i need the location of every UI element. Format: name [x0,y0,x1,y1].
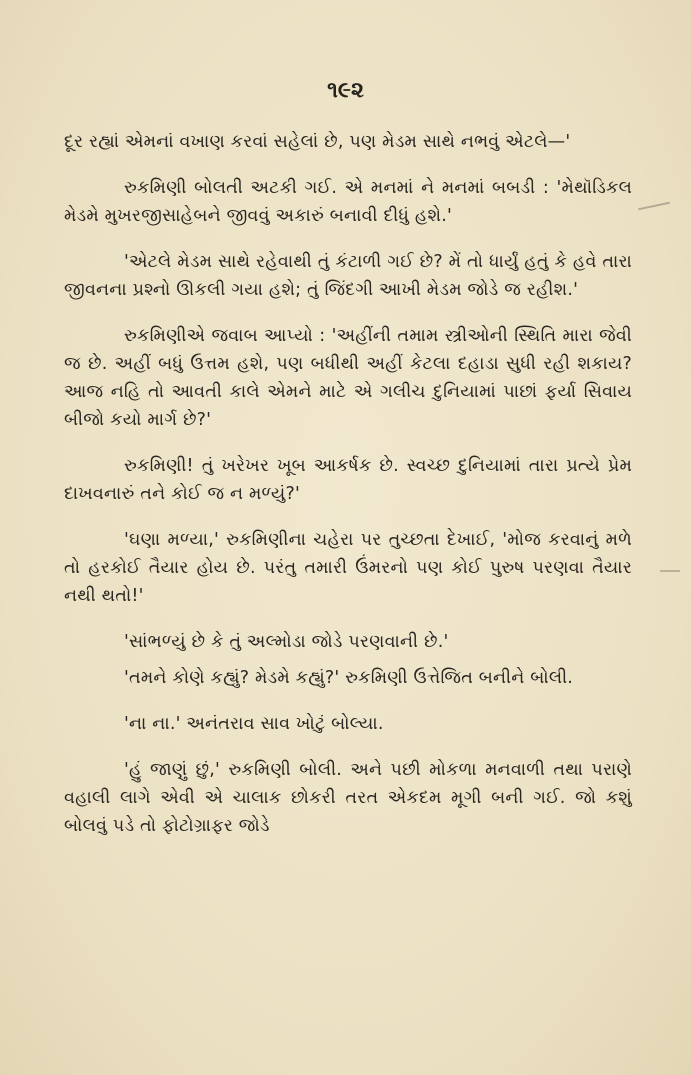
page-mark [638,202,670,211]
paragraph: રુકમિણી! તું ખરેખર ખૂબ આકર્ષક છે. સ્વચ્છ દુનિયામાં તારા પ્રત્યે પ્રેમ દાખવનારું તને કોઈ જ ન મળ્યું?' [64,456,632,504]
page-number: ૧૯૨ [327,78,364,103]
paragraph: દૂર રહ્યાં એમનાં વખાણ કરવાં સહેલાં છે, પણ મેડમ સાથે નભવું એટલે—' [64,132,571,152]
paragraph: 'એટલે મેડમ સાથે રહેવાથી તું કંટાળી ગઈ છે? મેં તો ધાર્યું હતું કે હવે તારા જીવનના પ્રશ્નો ઊકલી ગયા હશે; તું જિંદગી આખી મેડમ જોડે જ રહીશ.' [64,252,632,300]
paragraph: 'ઘણા મળ્યા,' રુકમિણીના ચહેરા પર તુચ્છતા દેખાઈ, 'મોજ કરવાનું મળે તો હરકોઈ તૈયાર હોય છે. પરંતુ તમારી ઉંમરનો પણ કોઈ પુરુષ પરણવા તૈયાર નથી થતો!' [64,530,632,606]
paragraph: રુકમિણીએ જવાબ આપ્યો : 'અહીંની તમામ સ્ત્રીઓની સ્થિતિ મારા જેવી જ છે. અહીં બધું ઉત્તમ હશે, પણ બધીથી અહીં કેટલા દહાડા સુધી રહી શકાય? આજ નહિ તો આવતી કાલે એમને માટે એ ગલીચ દુનિયામાં પાછાં ફર્યા સિવાય બીજો કયો માર્ગ છે?' [64,326,632,430]
paragraph: 'હું જાણું છું,' રુકમિણી બોલી. અને પછી મોકળા મનવાળી તથા પરાણે વહાલી લાગે એવી એ ચાલાક છોકરી તરત એકદમ મૂગી બની ગઈ. જો કશું બોલવું પડે તો ફોટોગ્રાફર જોડે [64,760,632,836]
paragraph: 'તમને કોણે કહ્યું? મેડમે કહ્યું?' રુકમિણી ઉત્તેજિત બનીને બોલી. [124,668,574,688]
body-text [64,128,632,858]
page-mark [660,570,680,572]
paragraph: રુકમિણી બોલતી અટકી ગઈ. એ મનમાં ને મનમાં બબડી : 'મેથૉડિકલ મેડમે મુખરજીસાહેબને જીવવું અકારું બનાવી દીધું હશે.' [64,178,632,226]
paragraph: 'સાંભળ્યું છે કે તું અલ્મોડા જોડે પરણવાની છે.' [124,632,449,652]
paragraph: 'ના ના.' અનંતરાવ સાવ ખોટું બોલ્યા. [124,714,384,734]
